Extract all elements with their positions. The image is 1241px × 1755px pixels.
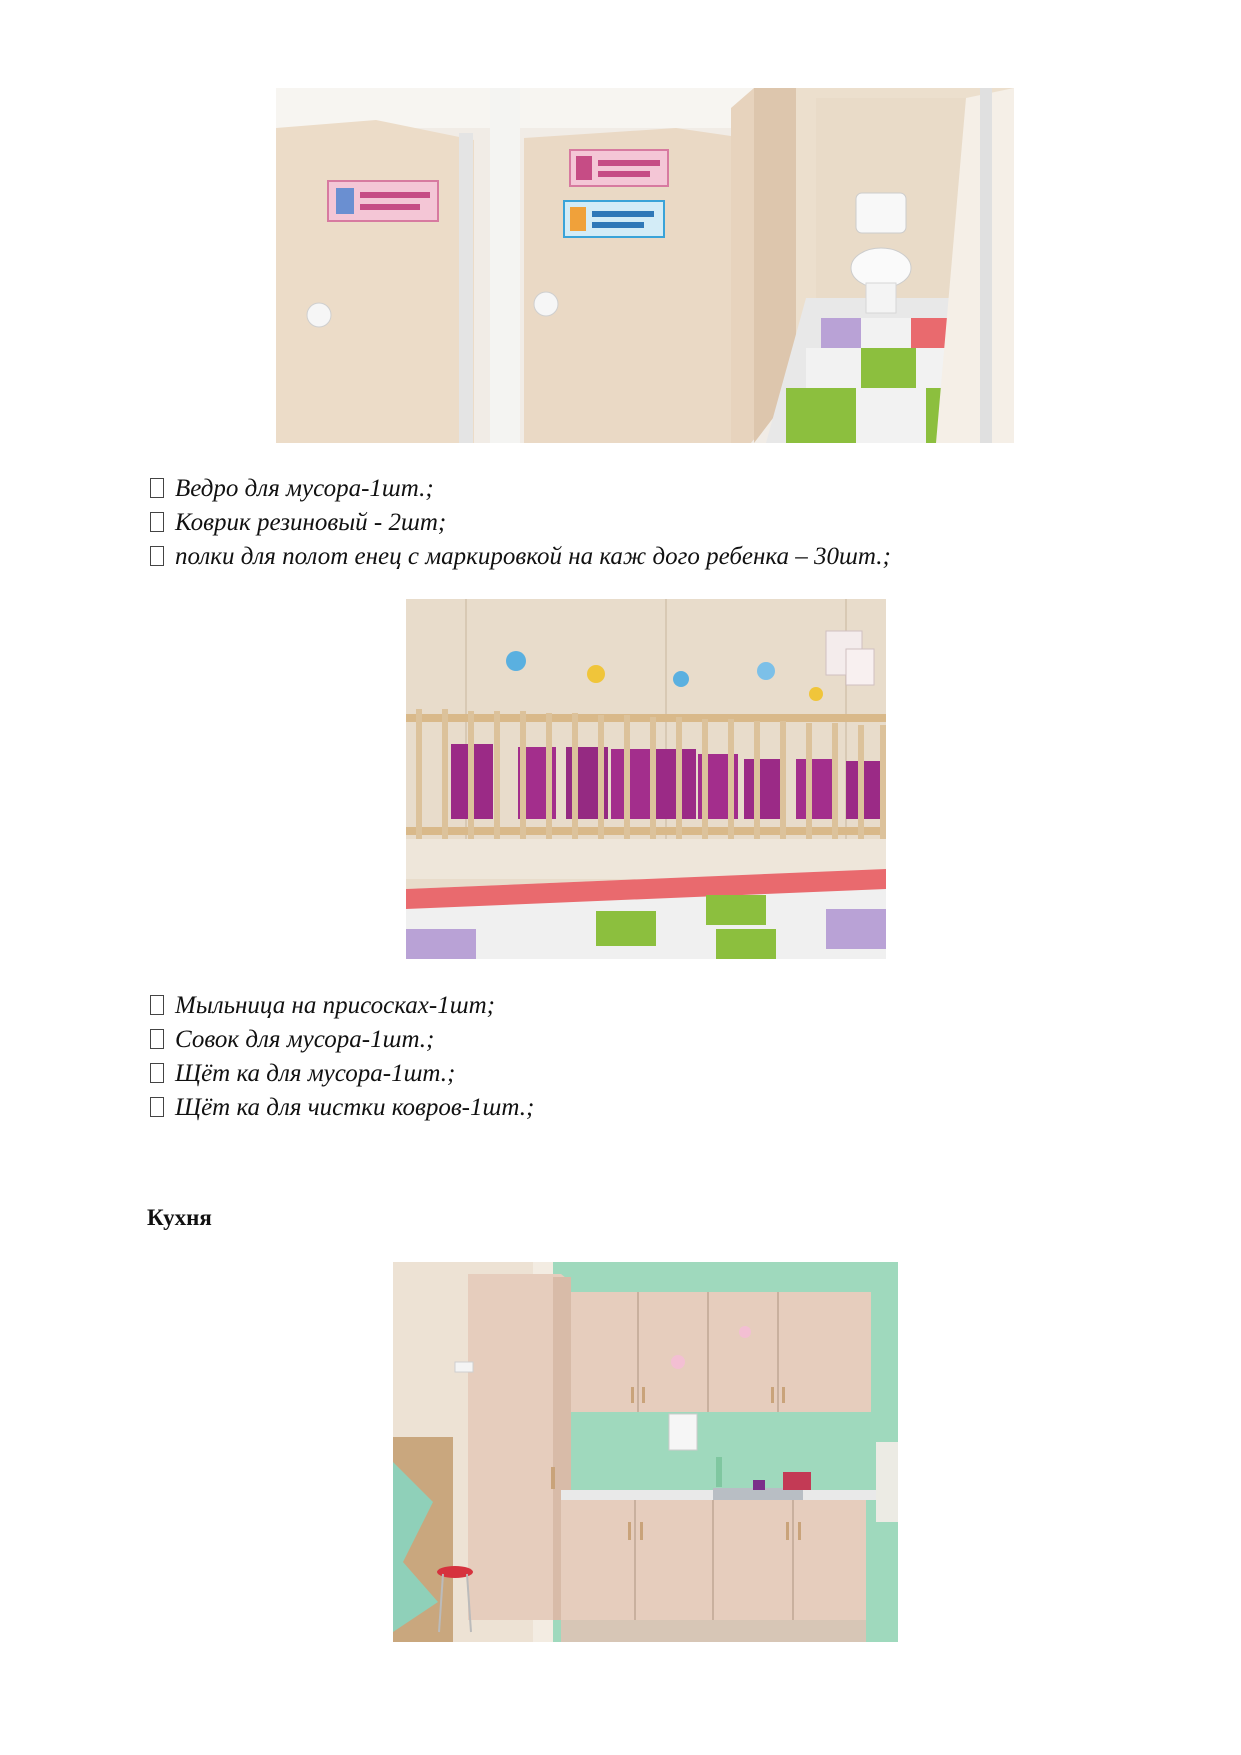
list-item: [150, 989, 534, 1023]
items-list-2: [150, 989, 534, 1125]
list-item: [150, 1091, 534, 1125]
list-item: [150, 472, 891, 506]
bullet-box-icon: [150, 1029, 164, 1049]
bullet-box-icon: [150, 1063, 164, 1083]
list-item-text: полки для полот енец с маркировкой на каж дого ребенка – 30шт.;: [175, 543, 891, 570]
list-item-text: Мыльница на присосках-1шт;: [175, 992, 495, 1019]
list-item: [150, 506, 891, 540]
bullet-box-icon: [150, 478, 164, 498]
list-item: [150, 1023, 534, 1057]
list-item-text: Щёт ка для мусора-1шт.;: [175, 1060, 456, 1087]
list-item-text: Коврик резиновый - 2шт;: [175, 509, 447, 536]
list-item-text: Ведро для мусора-1шт.;: [175, 475, 434, 502]
list-item-text: Щёт ка для чистки ковров-1шт.;: [175, 1094, 535, 1121]
bullet-box-icon: [150, 1097, 164, 1117]
section-heading-kitchen: Кухня: [147, 1205, 212, 1230]
bullet-box-icon: [150, 512, 164, 532]
list-item-text: Совок для мусора-1шт.;: [175, 1026, 435, 1053]
bullet-box-icon: [150, 995, 164, 1015]
items-list-1: [150, 472, 891, 574]
kitchen-photo: [393, 1262, 898, 1642]
bullet-box-icon: [150, 546, 164, 566]
toilet-cubicles-photo: [276, 88, 1014, 443]
list-item: [150, 1057, 534, 1091]
list-item: [150, 540, 891, 574]
towel-shelves-photo: [406, 599, 886, 959]
